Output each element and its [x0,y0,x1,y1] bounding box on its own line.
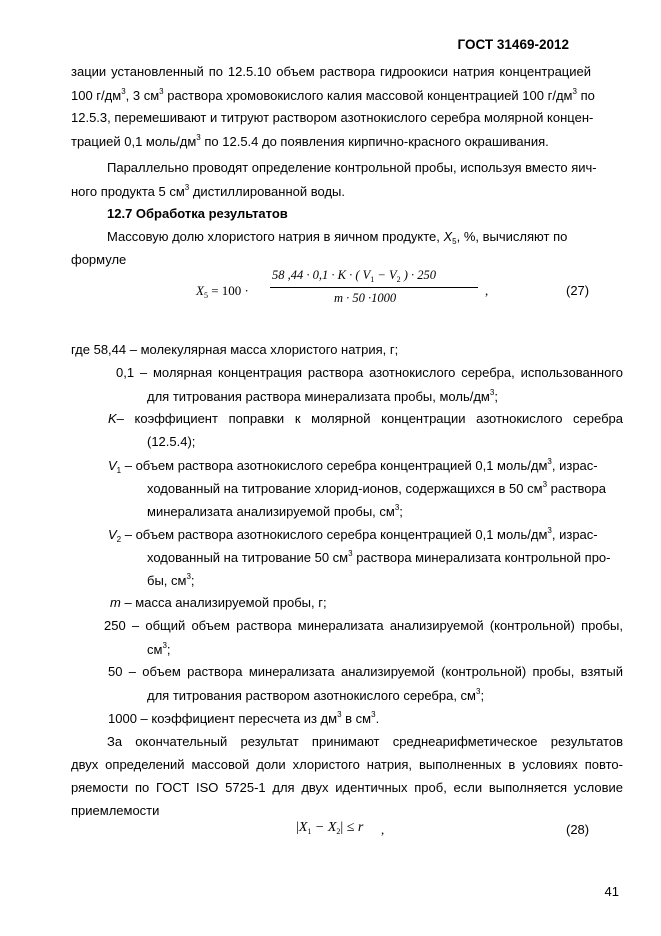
section-title: 12.7 Обработка результатов [107,206,288,221]
formula27-number: (27) [566,283,590,298]
formula28-comma: , [381,822,385,837]
where-item-v2-line3: бы, $см^3$; [147,572,195,588]
para3-line2: формуле [71,252,127,267]
para1-line3: 12.5.3, перемешивают и титруют раствором азотнокислого серебра молярной концен- [71,110,594,125]
where-item-v1-line1: $V_1$ – объем раствора азотнокислого серебра концентрацией 0,1 моль/$дм^3$, израс- [108,457,598,475]
where-item-k-line2: (12.5.4); [147,434,196,449]
para4-line2: двух определений массовой доли хлористого натрия, выполненных в условиях повто- [71,757,623,772]
para2-line1: Параллельно проводят определение контрольной пробы, используя вместо яич- [107,160,597,175]
where-item-v1-line3: минерализата анализируемой пробы, $см^3$; [147,503,403,519]
where-item-50-line1: 50 – объем раствора минерализата анализируемой (контрольной) пробы, взятый [108,664,623,679]
formula27-denominator: m · 50 ·1000 [334,291,397,305]
formula27-fraction-bar [270,287,478,288]
where-item-01-line1: 0,1 – молярная концентрация раствора азотнокислого серебра, использованного [116,365,623,380]
para3-line1: Массовую долю хлористого натрия в яичном продукте, $X_5$, %, вычисляют по [107,229,568,246]
para1-line1: зации установленный по 12.5.10 объем раствора гидроокиси натрия концентрацией [71,64,591,79]
para2-line2: ного продукта 5 $см^3$ дистиллированной воды. [71,183,345,199]
where-item-250-line1: 250 – общий объем раствора минерализата анализируемой (контрольной) пробы, [104,618,623,633]
para1-line4: трацией 0,1 моль/$дм^3$ по 12.5.4 до появления кирпично-красного окрашивания. [71,133,549,149]
where-item-v2-line1: $V_2$ – объем раствора азотнокислого серебра концентрацией 0,1 моль/$дм^3$, израс- [108,526,598,544]
para4-line3: ряемости по ГОСТ ISO 5725-1 для двух идентичных проб, если выполняется условие [71,780,623,795]
where-item-250-line2: $см^3$; [147,641,171,657]
para4-line4: приемлемости [71,803,160,818]
where-item-1000: 1000 – коэффициент пересчета из $дм^3$ в $см^3$. [108,710,380,726]
formula28-number: (28) [566,822,590,837]
formula27-numerator: 58 ,44 · 0,1 · K · ( $V_1 - V_2$ ) · 250 [272,268,437,284]
page-number: 41 [604,884,619,899]
where-item-v2-line2: ходованный на титрование 50 $см^3$ раствора минерализата контрольной про- [147,549,611,565]
where-item-50-line2: для титрования раствором азотнокислого серебра, $см^3$; [147,687,485,703]
para1-line2: 100 $г/дм^3$, 3 $см^3$ раствора хромовокислого калия массовой концентрацией 100 $г/дм^3$ по [71,87,595,103]
where-item-v1-line2: ходованный на титрование хлорид-ионов, содержащихся в 50 $см^3$ раствора [147,480,606,496]
where-item-k-line1: K – коэффициент поправки к молярной концентрации азотнокислого серебра [108,411,623,426]
formula28: $|X_1 - X_2| \le r$ [296,820,364,836]
formula27-lhs: $X_5 = 100$ · [196,283,249,300]
formula27-comma: , [485,283,489,298]
where-item-01-line2: для титрования раствора минерализата пробы, моль/$дм^3$; [147,388,498,404]
document-header: ГОСТ 31469-2012 [457,37,569,52]
para4-line1: За окончательный результат принимают среднеарифметическое результатов [107,734,623,749]
where-item-m: m – масса анализируемой пробы, г; [110,595,327,610]
where-intro: где 58,44 – молекулярная масса хлористого натрия, г; [71,342,399,357]
